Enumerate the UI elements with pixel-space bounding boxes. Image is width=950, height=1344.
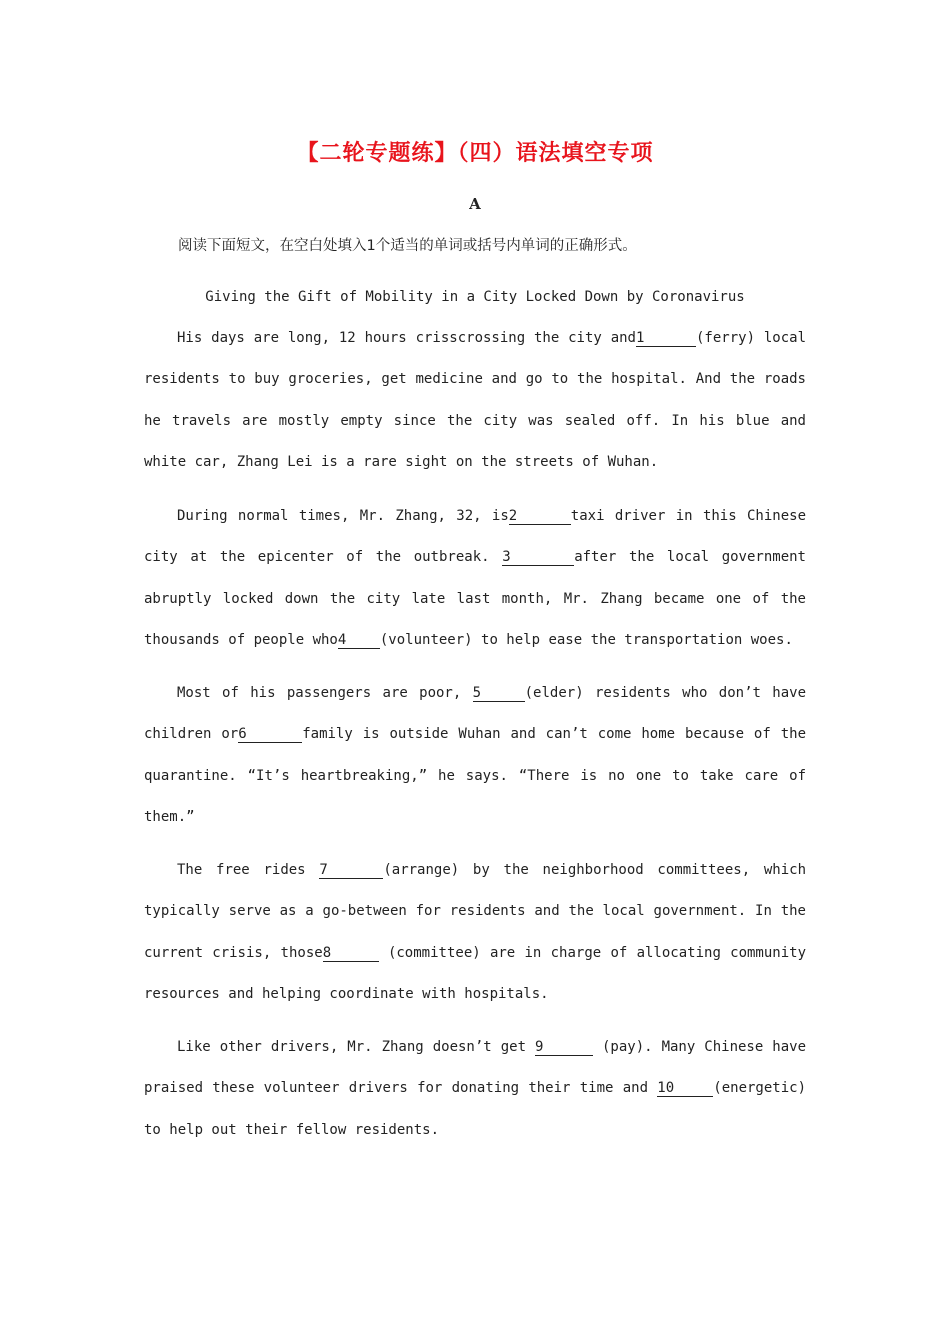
blank-5[interactable]: 5	[473, 685, 525, 702]
document-title: 【二轮专题练】（四）语法填空专项	[296, 141, 654, 166]
paragraph-text: taxi driver in this Chinese city at the epicenter of the outbreak.	[144, 508, 807, 566]
paragraph-text: (energetic) to help out their fellow residents.	[144, 1080, 806, 1138]
passage-title: Giving the Gift of Mobility in a City Locked Down by Coronavirus	[205, 289, 745, 305]
blank-4[interactable]: 4	[338, 632, 380, 649]
blank-6[interactable]: 6	[238, 726, 302, 743]
paragraph-2	[144, 496, 806, 661]
blank-7[interactable]: 7	[319, 862, 383, 879]
paragraph-text: family is outside Wuhan and can’t come home because of the quarantine. “It’s heartbreaking,” he says. “There is no one to take care of them.”	[144, 726, 806, 825]
paragraph-text: (ferry) local residents to buy groceries, get medicine and go to the hospital. And the roads he travels are mostly empty since the city was sealed off. In his blue and white car, Zhang Lei is a rare sight on the streets of Wuhan.	[144, 330, 806, 470]
paragraph-text: after the local government abruptly locked down the city late last month, Mr. Zhang became one of the thousands of people who	[144, 549, 806, 648]
paragraph-text: (pay). Many Chinese have praised these volunteer drivers for donating their time and	[144, 1039, 806, 1097]
blank-8[interactable]: 8	[323, 945, 379, 962]
paragraph-4	[144, 850, 806, 1015]
blank-10[interactable]: 10	[657, 1080, 713, 1097]
paragraph-text: Most of his passengers are poor,	[177, 685, 473, 701]
paragraph-text: During normal times, Mr. Zhang, 32, is	[177, 508, 509, 524]
paragraph-text: His days are long, 12 hours crisscrossing the city and	[177, 330, 636, 346]
section-label: A	[469, 195, 481, 213]
blank-3[interactable]: 3	[502, 549, 574, 566]
instruction-text: 阅读下面短文，在空白处填入1个适当的单词或括号内单词的正确形式。	[178, 238, 637, 254]
paragraph-text: Like other drivers, Mr. Zhang doesn’t get	[177, 1039, 535, 1055]
paragraph-text: (arrange) by the neighborhood committees, which typically serve as a go-between for residents and the local government. In the current crisis, those	[144, 862, 806, 961]
paragraph-text: The free rides	[177, 862, 320, 878]
paragraph-3	[144, 673, 806, 838]
paragraph-text: (committee) are in charge of allocating community resources and helping coordinate with hospitals.	[144, 944, 806, 1002]
paragraph-text: (volunteer) to help ease the transportation woes.	[379, 631, 793, 648]
blank-2[interactable]: 2	[509, 508, 571, 525]
paragraph-5	[144, 1027, 806, 1151]
blank-9[interactable]: 9	[535, 1039, 593, 1056]
blank-1[interactable]: 1	[636, 330, 696, 347]
paragraph-1	[144, 318, 806, 483]
paragraph-text: (elder) residents who don’t have children or	[144, 685, 806, 743]
